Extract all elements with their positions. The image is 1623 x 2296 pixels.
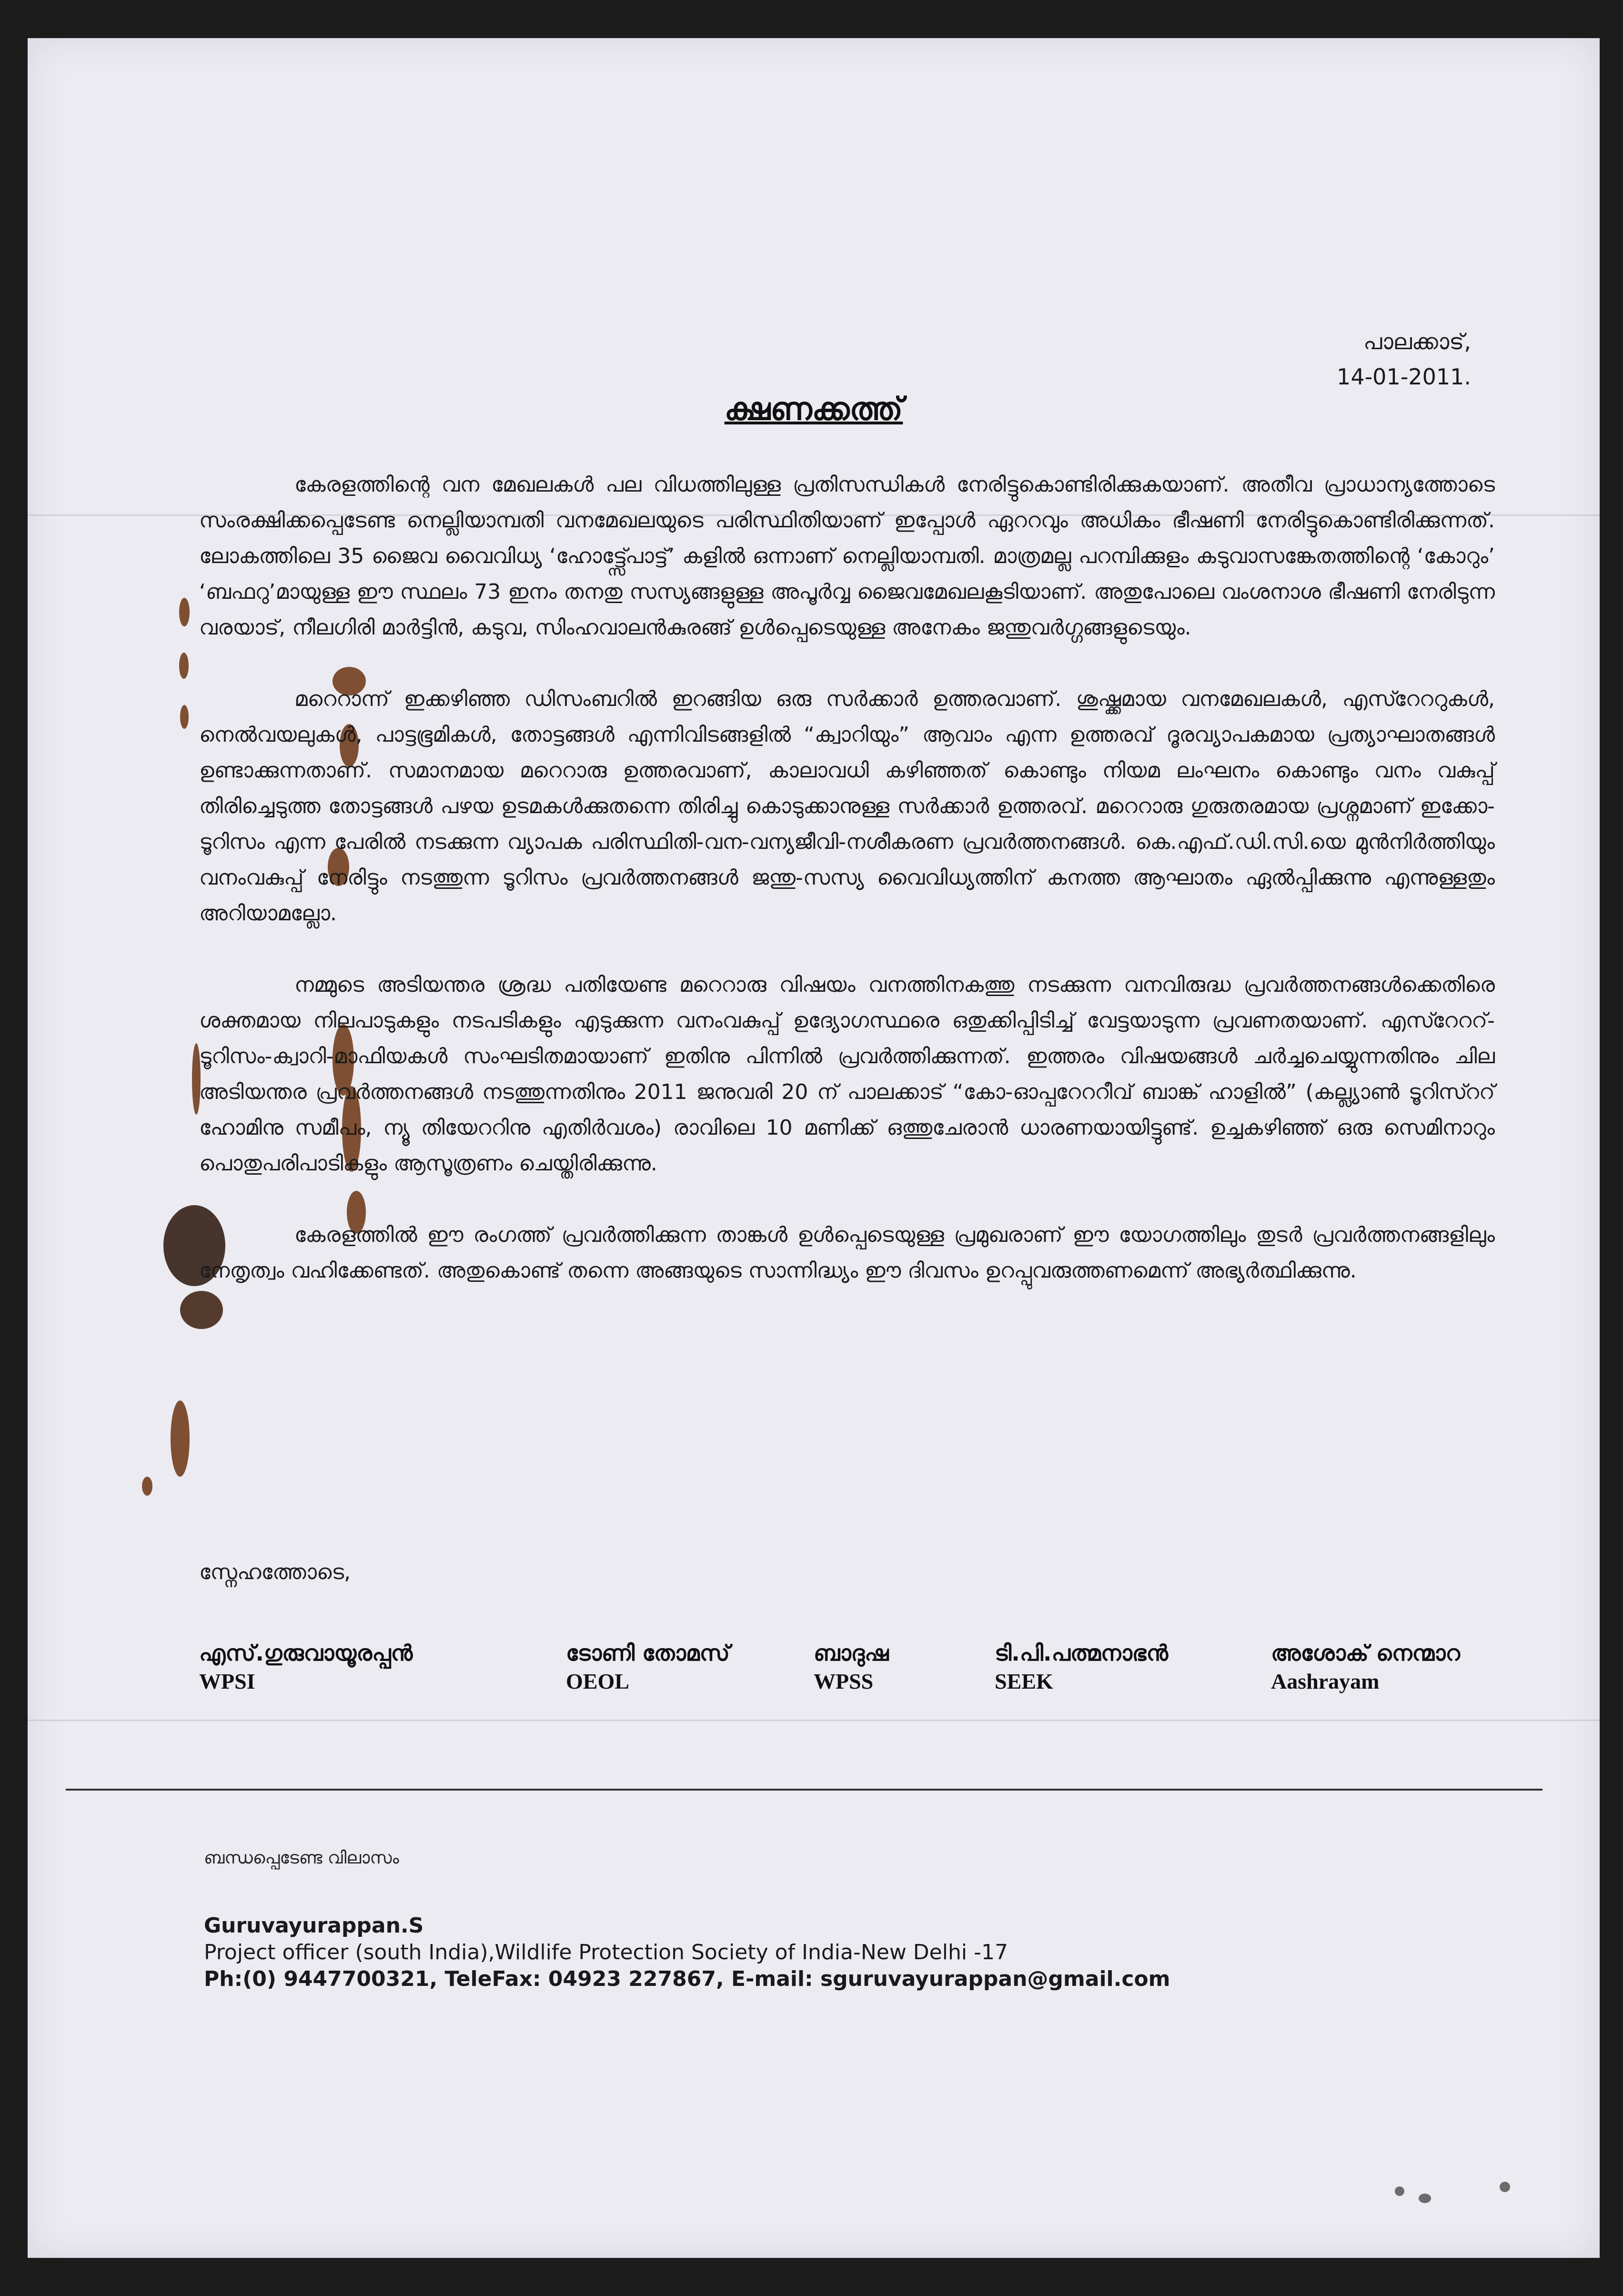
contact-block (204, 1913, 1170, 1993)
contact-label: ബന്ധപ്പെടേണ്ട വിലാസം (204, 1848, 399, 1868)
signatory (199, 1639, 413, 1696)
signatory-name: അശോക് നെന്മാറ (1271, 1640, 1460, 1666)
stain-mark (1500, 2182, 1510, 2192)
paper-fold (28, 1720, 1600, 1721)
body-paragraph: കേരളത്തിൽ ഈ രംഗത്ത് പ്രവർത്തിക്കുന്ന താങ്കൾ ഉൾപ്പെടെയുള്ള പ്രമുഖരാണ് ഈ യോഗത്തിലും തുടർ പ്രവർത്തനങ്ങളിലും നേതൃത്വം വഹിക്കേണ്ടത്. അതുകൊണ്ട് തന്നെ അങ്ങയുടെ സാന്നിദ്ധ്യം ഈ ദിവസം ഉറപ്പുവരുത്തണമെന്ന് അഭ്യർത്ഥിക്കുന്നു. (199, 1223, 1495, 1283)
footer-divider (66, 1789, 1542, 1791)
contact-position: Project officer (south India),Wildlife Protection Society of India-New Delhi -17 (204, 1940, 1008, 1964)
contact-phone-email: Ph:(0) 9447700321, TeleFax: 04923 227867, E-mail: sguruvayurappan@gmail.com (204, 1967, 1170, 1991)
signatory-org: WPSI (199, 1669, 255, 1693)
letter-date: 14-01-2011. (1337, 364, 1471, 390)
body-paragraph: നമ്മുടെ അടിയന്തര ശ്രദ്ധ പതിയേണ്ട മറെറാരു വിഷയം വനത്തിനകത്തു നടക്കുന്ന വനവിരുദ്ധ പ്രവർത്തനങ്ങൾക്കെതിരെ ശക്തമായ നിലപാടുകളും നടപടികളും എടുക്കുന്ന വനംവകുപ്പ് ഉദ്യോഗസ്ഥരെ ഒതുക്കിപ്പിടിച്ച് വേട്ടയാടുന്ന പ്രവണതയാണ്. എസ്റേററ്-ടൂറിസം-ക്വാറി-മാഫിയകൾ സംഘടിതമായാണ് ഇതിനു പിന്നിൽ പ്രവർത്തിക്കുന്നത്. ഇത്തരം വിഷയങ്ങൾ ചർച്ചചെയ്യുന്നതിനും ചില അടിയന്തര പ്രവർത്തനങ്ങൾ നടത്തുന്നതിനും 2011 ജനുവരി 20 ന് പാലക്കാട് “കോ-ഓപ്പറേററീവ് ബാങ്ക് ഹാളിൽ” (കല്ല്യാൺ ടൂറിസ്ററ് ഹോമിനു സമീപം, ന്യൂ തിയേററിനു എതിർവശം) രാവിലെ 10 മണിക്ക് ഒത്തുചേരാൻ ധാരണയായിട്ടുണ്ട്. ഉച്ചകഴിഞ്ഞ് ഒരു സെമിനാറും പൊതുപരിപാടികളും ആസൂത്രണം ചെയ്തിരിക്കുന്നു. (199, 973, 1495, 1176)
stain-mark (1419, 2194, 1431, 2203)
body-paragraph: മറെറാന്ന് ഇക്കഴിഞ്ഞ ഡിസംബറിൽ ഇറങ്ങിയ ഒരു സർക്കാർ ഉത്തരവാണ്. ശുഷ്ക്കമായ വനമേഖലകൾ, എസ്റേററുകൾ, നെൽവയലുകൾ, പാട്ടഭൂമികൾ, തോട്ടങ്ങൾ എന്നിവിടങ്ങളിൽ “ക്വാറിയും” ആവാം എന്ന ഉത്തരവ് ദൂരവ്യാപകമായ പ്രത്യാഘാതങ്ങൾ ഉണ്ടാക്കുന്നതാണ്. സമാനമായ മറെറാരു ഉത്തരവാണ്, കാലാവധി കഴിഞ്ഞത് കൊണ്ടും നിയമ ലംഘനം കൊണ്ടും വനം വകുപ്പ് തിരിച്ചെടുത്ത തോട്ടങ്ങൾ പഴയ ഉടമകൾക്കുതന്നെ തിരിച്ചു കൊടുക്കാനുള്ള സർക്കാർ ഉത്തരവ്. മറെറാരു ഗുരുതരമായ പ്രശ്നമാണ് ഇക്കോ-ടൂറിസം എന്ന പേരിൽ നടക്കുന്ന വ്യാപക പരിസ്ഥിതി-വന-വന്യജീവി-നശീകരണ പ്രവർത്തനങ്ങൾ. കെ.എഫ്.ഡി.സി.യെ മുൻനിർത്തിയും വനംവകുപ്പ് നേരിട്ടും നടത്തുന്ന ടൂറിസം പ്രവർത്തനങ്ങൾ ജന്തു-സസ്യ വൈവിധ്യത്തിന് കനത്ത ആഘാതം ഏൽപ്പിക്കുന്നു എന്നുള്ളതും അറിയാമല്ലോ. (199, 687, 1495, 926)
stain-mark (142, 1477, 152, 1496)
signatory-name: ബാദുഷ (814, 1640, 889, 1666)
body-paragraph: കേരളത്തിന്റെ വന മേഖലകൾ പല വിധത്തിലുള്ള പ്രതിസന്ധികൾ നേരിട്ടുകൊണ്ടിരിക്കുകയാണ്. അതീവ പ്രാധാന്യത്തോടെ സംരക്ഷിക്കപ്പെടേണ്ട നെല്ലിയാമ്പതി വനമേഖലയുടെ പരിസ്ഥിതിയാണ് ഇപ്പോൾ ഏററവും അധികം ഭീഷണി നേരിട്ടുകൊണ്ടിരിക്കുന്നത്. ലോകത്തിലെ 35 ജൈവ വൈവിധ്യ ‘ഹോട്ട്സ്പോട്ട്’ കളിൽ ഒന്നാണ് നെല്ലിയാമ്പതി. മാത്രമല്ല പറമ്പിക്കുളം കടുവാസങ്കേതത്തിന്റെ ‘കോറും’ ‘ബഫറു’മായുള്ള ഈ സ്ഥലം 73 ഇനം തനതു സസ്യങ്ങളുള്ള അപൂർവ്വ ജൈവമേഖലകൂടിയാണ്. അതുപോലെ വംശനാശ ഭീഷണി നേരിടുന്ന വരയാട്, നീലഗിരി മാർട്ടിൻ, കടുവ, സിംഹവാലൻകുരങ്ങ് ഉൾപ്പെടെയുള്ള അനേകം ജന്തുവർഗ്ഗങ്ങളുടെയും. (199, 473, 1495, 640)
signatory-name: ടി.പി.പത്മനാഭൻ (995, 1640, 1169, 1666)
signatory-org: OEOL (566, 1669, 629, 1693)
signatories (199, 1639, 1514, 1710)
signatory (995, 1639, 1168, 1696)
letter-body (199, 467, 1495, 1324)
letter-sheet (28, 38, 1600, 2258)
stain-mark (179, 653, 189, 679)
signatory (566, 1639, 730, 1696)
signatory (1271, 1639, 1460, 1696)
letter-title: ക്ഷണക്കത്ത് (724, 391, 903, 427)
letter-place: പാലക്കാട്, (1363, 329, 1471, 354)
place-date-block (1337, 324, 1471, 394)
stain-mark (179, 598, 190, 626)
signatory-name: എസ്.ഗുരുവായൂരപ്പൻ (199, 1640, 413, 1666)
signatory-org: Aashrayam (1271, 1669, 1380, 1693)
signatory-org: WPSS (814, 1669, 874, 1693)
stain-mark (171, 1400, 190, 1477)
signatory (814, 1639, 889, 1696)
stain-mark (1395, 2186, 1404, 2196)
signatory-org: SEEK (995, 1669, 1053, 1693)
signatory-name: ടോണി തോമസ് (566, 1640, 730, 1666)
stain-mark (180, 705, 189, 729)
contact-name: Guruvayurappan.S (204, 1913, 424, 1938)
letter-closing: സ്നേഹത്തോടെ, (199, 1560, 351, 1584)
